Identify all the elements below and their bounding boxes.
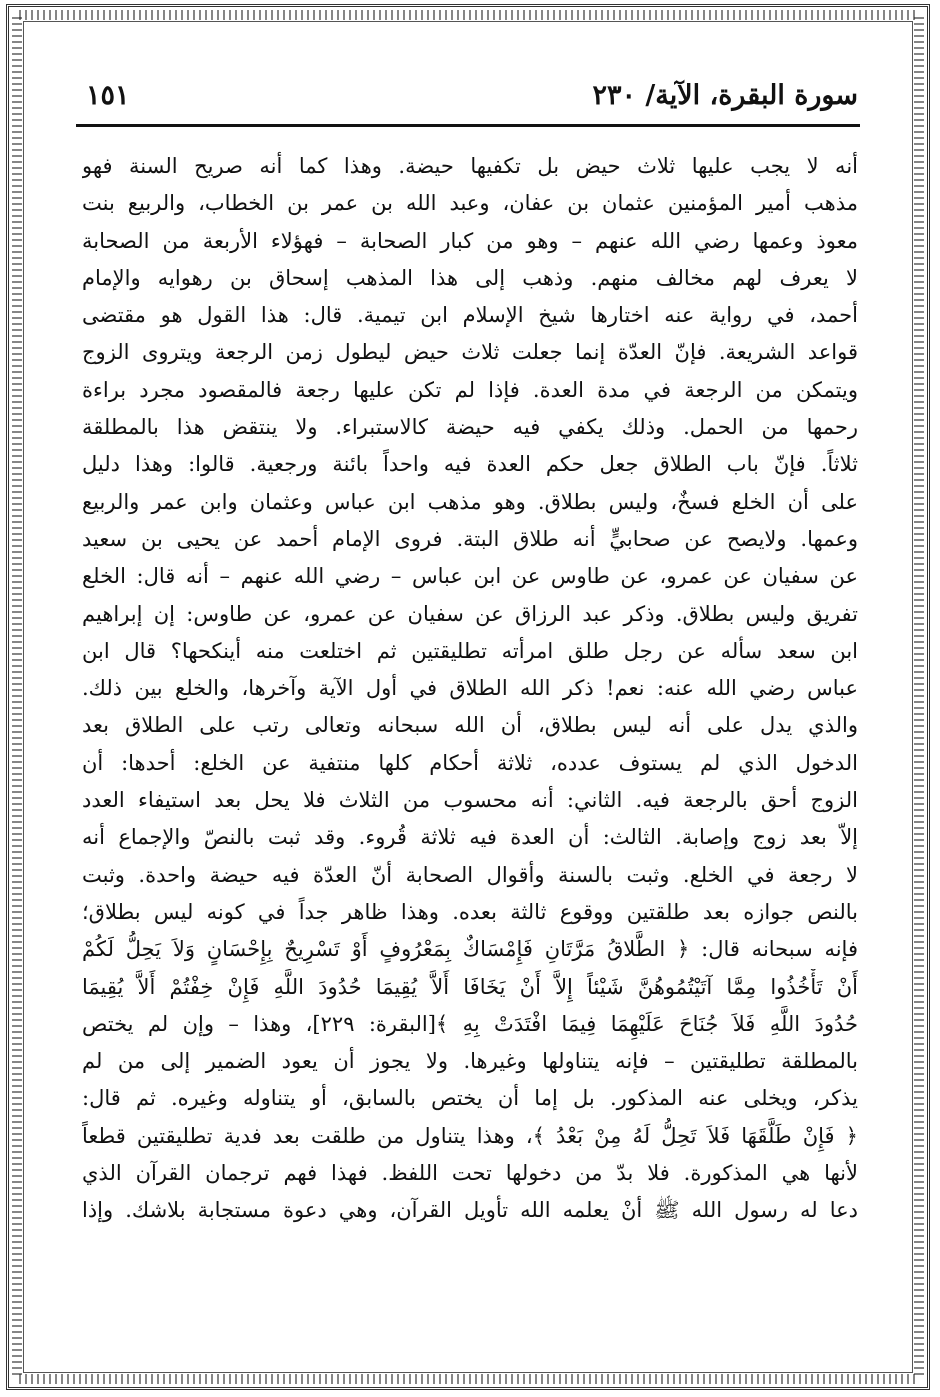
text-line: إلاّ بعد زوج وإصابة. الثالث: أن العدة فيه ثلاثة قُروء. وقد ثبت بالنصّ والإجماع أنه [82,825,858,850]
text-line: قواعد الشريعة. فإنّ العدّة إنما جعلت ثلاث حيض ليطول زمن الرجعة ويتروى الزوج [82,340,858,365]
page-header [78,76,858,122]
quran-verse-line: أَنْ تَأْخُذُوا مِمَّا آتَيْتُمُوهُنَّ شَيْئاً إِلاَّ أَنْ يَخَافَا أَلاَّ يُقِيمَا حُدُودَ اللَّهِ فَإِنْ خِفْتُمْ أَلاَّ يُقِيمَا [82,974,858,999]
quran-verse-line: حُدُودَ اللَّهِ فَلاَ جُنَاحَ عَلَيْهِمَا فِيمَا افْتَدَتْ بِهِ ﴾[البقرة: ٢٢٩]، وهذا – وإن لم يختص [82,1011,858,1036]
text-line: مذهب أمير المؤمنين عثمان بن عفان، وعبد الله بن عمر بن الخطاب، والربيع بنت [82,191,858,216]
text-line: ابن سعد سأله عن رجل طلق امرأته تطليقتين ثم اختلعت منه أينكحها؟ قال ابن [82,638,858,663]
border-ornament-top [19,10,917,20]
text-line: تفريق وليس بطلاق. وذكر عبد الرزاق عن سفيان عن عمرو، عن طاوس: إن إبراهيم [82,601,858,626]
text-line: وعمها. ولايصح عن صحابيٍّ أنه طلاق البتة. فروى الإمام أحمد عن يحيى بن سعيد [82,526,858,551]
page-title: سورة البقرة، الآية/ ٢٣٠ [592,80,858,111]
quran-verse-line: فإنه سبحانه قال: ﴿ الطَّلاقُ مَرَّتَانِ فَإِمْسَاكٌ بِمَعْرُوفٍ أَوْ تَسْرِيحٌ بِإِحْسَانٍ وَلاَ يَحِلُّ لَكُمْ [82,937,858,962]
text-line: أنه لا يجب عليها ثلاث حيض بل تكفيها حيضة. وهذا كما أنه صريح السنة فهو [82,154,858,178]
text-line: بالنص جوازه بعد طلقتين ووقوع ثالثة بعده. وهذا ظاهر جداً في كونه ليس بطلاق؛ [82,899,858,924]
text-line: الزوج أحق بالرجعة فيه. الثاني: أنه محسوب من الثلاث فلا يحل بعد استيفاء العدد [82,788,858,813]
text-line: ويتمكن من الرجعة في مدة العدة. فإذا لم تكن عليها رجعة فالمقصود مجرد براءة [82,377,858,402]
body-text [82,148,858,1230]
text-line: الدخول الذي لم يستوف عدده، ثلاثة أحكام كلها منتفية عن الخلع: أحدها: أن [82,750,858,775]
border-ornament-bottom [19,1374,917,1384]
quran-verse-line: ﴿ فَإِنْ طَلَّقَهَا فَلاَ تَحِلُّ لَهُ مِنْ بَعْدُ ﴾، وهذا يتناول من طلقت بعد فدية تطليقتين قطعاً [82,1123,858,1148]
text-line: لا رجعة في الخلع. وثبت بالسنة وأقوال الصحابة أنّ العدّة فيه حيضة واحدة. وثبت [82,862,858,887]
text-line: لا يعرف لهم مخالف منهم. وذهب إلى هذا المذهب إسحاق بن رهوايه والإمام [82,265,858,290]
text-line: دعا له رسول الله ﷺ أنْ يعلمه الله تأويل القرآن، وهي دعوة مستجابة بلاشك. وإذا [82,1198,858,1223]
text-line: عن سفيان عن عمرو، عن طاوس عن ابن عباس – رضي الله عنهم – أنه قال: الخلع [82,564,858,589]
text-line: معوذ وعمها رضي الله عنهم – وهو من كبار الصحابة – فهؤلاء الأربعة من الصحابة [82,228,858,253]
text-line: لأنها هي المذكورة. فلا بدّ من دخولها تحت اللفظ. فهذا فهم ترجمان القرآن الذي [82,1161,858,1186]
page-number: ١٥١ [86,80,130,111]
border-ornament-right [914,17,924,1377]
text-line: رحمها من الحمل. وذلك يكفي فيه حيضة كالاستبراء. ولا ينتقض هذا بالمطلقة [82,415,858,440]
text-line: يذكر، ويخلى عنه المذكور. بل إما أن يختص بالسابق، أو يتناوله وغيره. ثم قال: [82,1086,858,1111]
text-line: عباس رضي الله عنه: نعم! ذكر الله الطلاق في أول الآية وآخرها، والخلع بين ذلك. [82,676,858,701]
header-rule [76,124,860,127]
text-line: على أن الخلع فسخٌ، وليس بطلاق. وهو مذهب ابن عباس وعثمان وابن عمر والربيع [82,489,858,514]
text-line: ثلاثاً. فإنّ باب الطلاق جعل حكم العدة فيه واحداً بائنة ورجعية. قالوا: وهذا دليل [82,452,858,477]
text-line: أحمد، في رواية عنه اختارها شيخ الإسلام ابن تيمية. قال: هذا القول هو مقتضى [82,303,858,328]
border-ornament-left [12,17,22,1377]
text-line: والذي يدل على أنه ليس بطلاق، أن الله سبحانه وتعالى رتب على الطلاق بعد [82,713,858,738]
text-line: بالمطلقة تطليقتين – فإنه يتناولها وغيرها. ولا يجوز أن يعود الضمير إلى من لم [82,1049,858,1074]
